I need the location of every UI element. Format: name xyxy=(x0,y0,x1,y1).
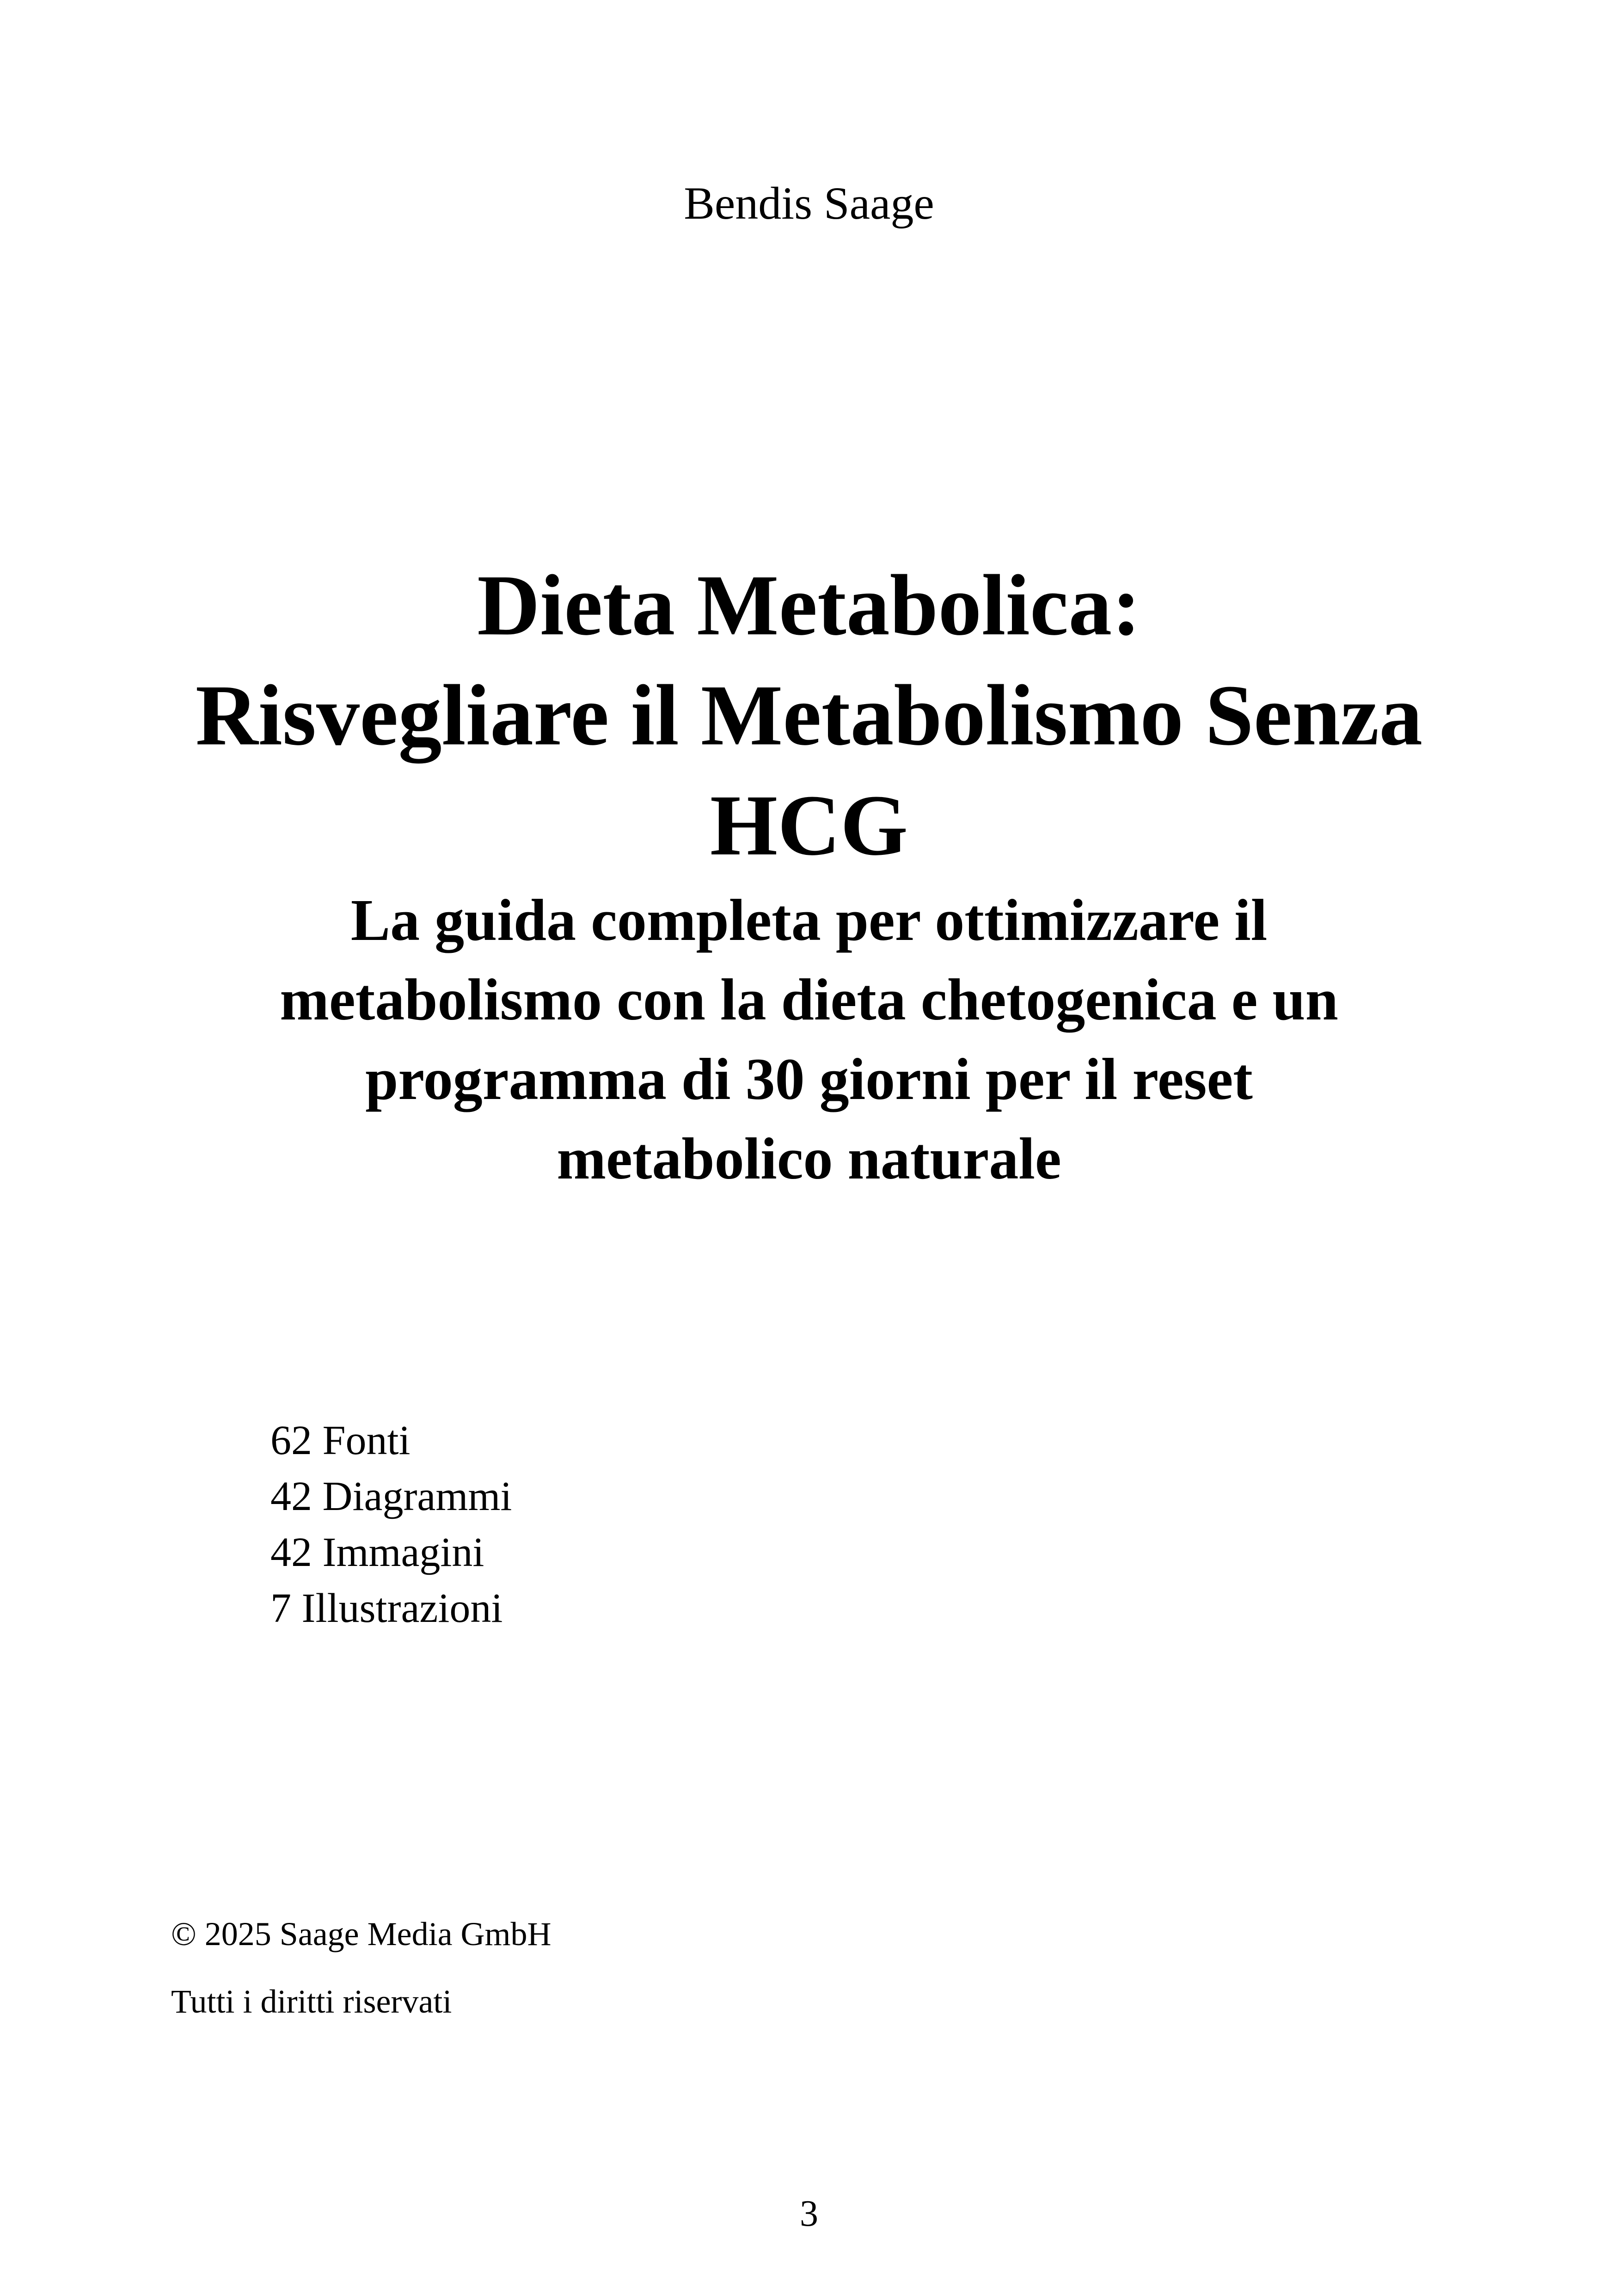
subtitle-line-3: programma di 30 giorni per il reset xyxy=(365,1046,1253,1112)
title-line-3: HCG xyxy=(710,777,908,873)
book-stats-list xyxy=(270,1412,512,1636)
rights-notice: Tutti i diritti riservati xyxy=(171,1983,452,2020)
title-line-2: Risvegliare il Metabolismo Senza xyxy=(195,667,1423,763)
subtitle-line-4: metabolico naturale xyxy=(557,1126,1061,1191)
subtitle-line-2: metabolismo con la dieta chetogenica e un xyxy=(280,967,1338,1032)
stat-sources: 62 Fonti xyxy=(270,1418,411,1463)
stat-diagrams: 42 Diagrammi xyxy=(270,1473,512,1519)
stat-illustrations: 7 Illustrazioni xyxy=(270,1585,503,1631)
author-name: Bendis Saage xyxy=(684,178,934,229)
copyright-notice: © 2025 Saage Media GmbH xyxy=(171,1915,552,1952)
title-block xyxy=(116,550,1502,1198)
subtitle-line-1: La guida completa per ottimizzare il xyxy=(350,887,1268,953)
title-line-1: Dieta Metabolica: xyxy=(477,557,1141,653)
stat-images: 42 Immagini xyxy=(270,1529,484,1575)
page-number: 3 xyxy=(800,2193,818,2234)
